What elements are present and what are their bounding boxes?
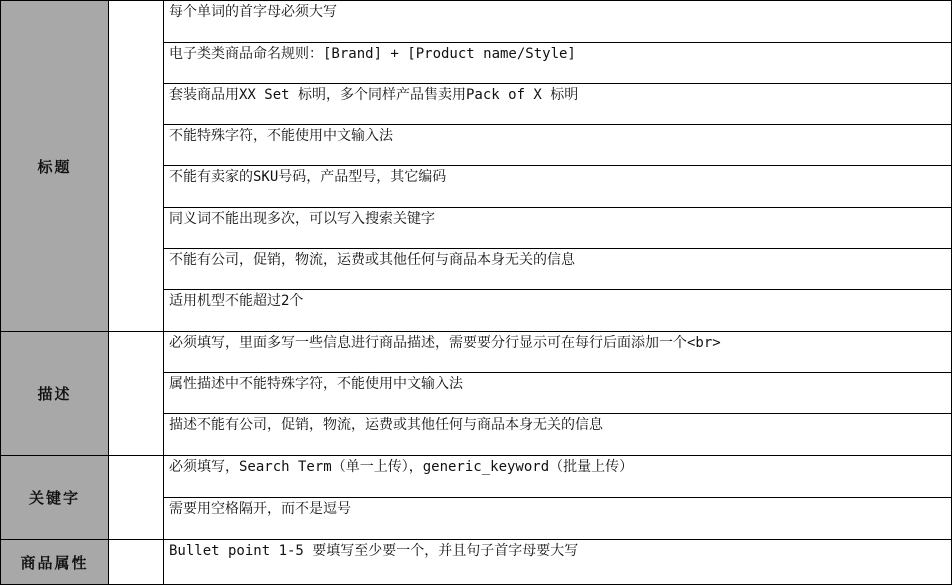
blank-cell <box>109 1 164 332</box>
blank-cell <box>109 332 164 456</box>
rule-cell: 需要用空格隔开，而不是逗号 <box>164 498 952 540</box>
rule-cell: 套装商品用XX Set 标明，多个同样产品售卖用Pack of X 标明 <box>164 84 952 125</box>
category-cell-keywords: 关键字 <box>1 456 109 540</box>
rule-cell: 不能有公司，促销，物流，运费或其他任何与商品本身无关的信息 <box>164 249 952 290</box>
table-row <box>1 540 952 585</box>
rule-cell: 不能有卖家的SKU号码，产品型号，其它编码 <box>164 166 952 208</box>
category-cell-title: 标题 <box>1 1 109 332</box>
rule-cell: 不能特殊字符，不能使用中文输入法 <box>164 125 952 166</box>
rule-cell: 必须填写，Search Term（单一上传），generic_keyword（批量上传） <box>164 456 952 498</box>
table-row <box>1 456 952 498</box>
rule-cell: 属性描述中不能特殊字符，不能使用中文输入法 <box>164 373 952 414</box>
rule-cell: 电子类类商品命名规则：[Brand] + [Product name/Style] <box>164 43 952 84</box>
rule-cell: 描述不能有公司，促销，物流，运费或其他任何与商品本身无关的信息 <box>164 414 952 456</box>
rule-cell: 每个单词的首字母必须大写 <box>164 1 952 43</box>
rule-cell: Bullet point 1-5 要填写至少要一个，并且句子首字母要大写 <box>164 540 952 585</box>
blank-cell <box>109 456 164 540</box>
rule-cell: 同义词不能出现多次，可以写入搜索关键字 <box>164 208 952 249</box>
rule-cell: 适用机型不能超过2个 <box>164 290 952 332</box>
rule-cell: 必须填写，里面多写一些信息进行商品描述，需要要分行显示可在每行后面添加一个<br> <box>164 332 952 373</box>
category-cell-attributes: 商品属性 <box>1 540 109 585</box>
table-row <box>1 332 952 373</box>
blank-cell <box>109 540 164 585</box>
category-cell-description: 描述 <box>1 332 109 456</box>
table-row <box>1 1 952 43</box>
